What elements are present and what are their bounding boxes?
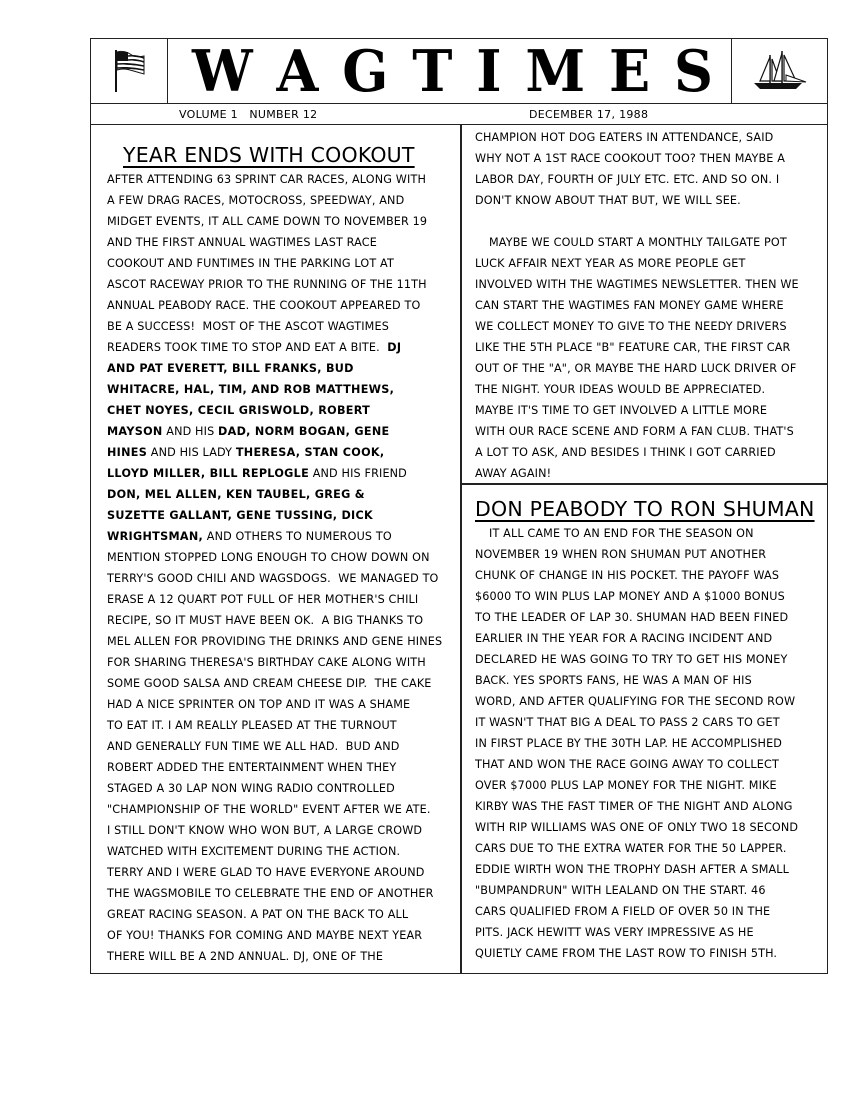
text-line bbox=[107, 778, 452, 799]
text-segment: MIDGET EVENTS, IT ALL CAME DOWN TO NOVEMBER 19 bbox=[107, 215, 428, 228]
text-line: CARS DUE TO THE EXTRA WATER FOR THE 50 LAPPER. bbox=[475, 842, 787, 855]
text-line bbox=[107, 694, 452, 715]
text-line: EDDIE WIRTH WON THE TROPHY DASH AFTER A SMALL bbox=[475, 863, 790, 876]
text-line bbox=[107, 253, 452, 274]
text-line bbox=[107, 799, 452, 820]
text-line bbox=[107, 442, 452, 463]
text-line: NOVEMBER 19 WHEN RON SHUMAN PUT ANOTHER bbox=[475, 548, 767, 561]
text-line: TO THE LEADER OF LAP 30. SHUMAN HAD BEEN FINED bbox=[475, 611, 789, 624]
text-line: EARLIER IN THE YEAR FOR A RACING INCIDENT AND bbox=[475, 632, 773, 645]
text-line: LABOR DAY, FOURTH OF JULY ETC. ETC. AND SO ON. I bbox=[475, 173, 780, 186]
article-year-ends-with-cookout bbox=[107, 143, 452, 967]
text-line bbox=[107, 316, 452, 337]
text-line bbox=[107, 358, 452, 379]
text-line bbox=[107, 526, 452, 547]
text-line bbox=[107, 190, 452, 211]
bold-name-text: SUZETTE GALLANT, GENE TUSSING, DICK bbox=[107, 509, 373, 522]
text-segment: HAD A NICE SPRINTER ON TOP AND IT WAS A SHAME bbox=[107, 698, 411, 711]
text-line bbox=[107, 232, 452, 253]
text-line: DON'T KNOW ABOUT THAT BUT, WE WILL SEE. bbox=[475, 194, 741, 207]
text-segment: AND GENERALLY FUN TIME WE ALL HAD. BUD AND bbox=[107, 740, 400, 753]
american-flag-icon bbox=[112, 48, 146, 94]
text-line: IN FIRST PLACE BY THE 30TH LAP. HE ACCOMPLISHED bbox=[475, 737, 783, 750]
text-line bbox=[107, 610, 452, 631]
text-line bbox=[107, 673, 452, 694]
schooner-sailboat-icon bbox=[750, 49, 810, 93]
paragraph-gap bbox=[475, 211, 823, 232]
text-line: WHY NOT A 1ST RACE COOKOUT TOO? THEN MAYBE A bbox=[475, 152, 785, 165]
text-segment: BE A SUCCESS! MOST OF THE ASCOT WAGTIMES bbox=[107, 320, 389, 333]
article-headline: YEAR ENDS WITH COOKOUT bbox=[123, 143, 415, 167]
newsletter-frame bbox=[90, 38, 828, 974]
text-line: CHAMPION HOT DOG EATERS IN ATTENDANCE, SAID bbox=[475, 131, 774, 144]
text-line bbox=[107, 925, 452, 946]
title-letter: A bbox=[276, 37, 319, 105]
text-line bbox=[107, 841, 452, 862]
text-line: KIRBY WAS THE FAST TIMER OF THE NIGHT AND ALONG bbox=[475, 800, 793, 813]
text-line: OUT OF THE "A", OR MAYBE THE HARD LUCK DRIVER OF bbox=[475, 362, 797, 375]
text-line bbox=[107, 337, 452, 358]
text-line: AWAY AGAIN! bbox=[475, 467, 552, 480]
bold-name-text: LLOYD MILLER, BILL REPLOGLE bbox=[107, 467, 310, 480]
title-letter: S bbox=[674, 37, 713, 105]
bold-name-text: HINES bbox=[107, 446, 148, 459]
text-line bbox=[107, 463, 452, 484]
text-line: MAYBE IT'S TIME TO GET INVOLVED A LITTLE MORE bbox=[475, 404, 768, 417]
text-line bbox=[107, 904, 452, 925]
text-segment: ERASE A 12 QUART POT FULL OF HER MOTHER'S CHILI bbox=[107, 593, 419, 606]
title-letter: M bbox=[525, 37, 586, 105]
text-line bbox=[107, 169, 452, 190]
text-line bbox=[107, 211, 452, 232]
text-line: CARS QUALIFIED FROM A FIELD OF OVER 50 IN THE bbox=[475, 905, 771, 918]
text-line: PITS. JACK HEWITT WAS VERY IMPRESSIVE AS HE bbox=[475, 926, 754, 939]
text-line: CAN START THE WAGTIMES FAN MONEY GAME WHERE bbox=[475, 299, 784, 312]
masthead-title bbox=[168, 39, 731, 103]
bold-name-text: THERESA, STAN COOK, bbox=[235, 446, 385, 459]
text-line: $6000 TO WIN PLUS LAP MONEY AND A $1000 BONUS bbox=[475, 590, 785, 603]
bold-name-text: DAD, NORM BOGAN, GENE bbox=[218, 425, 390, 438]
text-line bbox=[107, 820, 452, 841]
text-segment: ROBERT ADDED THE ENTERTAINMENT WHEN THEY bbox=[107, 761, 397, 774]
bold-name-text: MAYSON bbox=[107, 425, 163, 438]
article-body-continued bbox=[475, 127, 823, 484]
bold-name-text: WHITACRE, HAL, TIM, AND ROB MATTHEWS, bbox=[107, 383, 395, 396]
text-line: QUIETLY CAME FROM THE LAST ROW TO FINISH 5TH. bbox=[475, 947, 778, 960]
text-segment: ANNUAL PEABODY RACE. THE COOKOUT APPEARED TO bbox=[107, 299, 421, 312]
text-line bbox=[107, 589, 452, 610]
text-line bbox=[107, 862, 452, 883]
article-don-peabody-to-ron-shuman bbox=[475, 497, 823, 964]
title-letter: G bbox=[342, 37, 389, 105]
bold-name-text: WRIGHTSMAN, bbox=[107, 530, 204, 543]
title-letter: W bbox=[192, 37, 253, 105]
issue-info-row bbox=[91, 104, 827, 125]
article-continuation bbox=[475, 127, 823, 484]
text-line bbox=[107, 883, 452, 904]
text-line: INVOLVED WITH THE WAGTIMES NEWSLETTER. THEN WE bbox=[475, 278, 799, 291]
text-line: IT ALL CAME TO AN END FOR THE SEASON ON bbox=[489, 527, 754, 540]
text-segment: "CHAMPIONSHIP OF THE WORLD" EVENT AFTER WE ATE. bbox=[107, 803, 431, 816]
bold-name-text: DJ bbox=[387, 341, 402, 354]
title-letter: I bbox=[476, 37, 502, 105]
title-letter: T bbox=[412, 37, 453, 105]
text-line: DECLARED HE WAS GOING TO TRY TO GET HIS MONEY bbox=[475, 653, 788, 666]
flag-cell bbox=[91, 39, 168, 103]
text-line bbox=[107, 946, 452, 967]
text-line bbox=[107, 736, 452, 757]
text-line: LUCK AFFAIR NEXT YEAR AS MORE PEOPLE GET bbox=[475, 257, 746, 270]
text-line: "BUMPANDRUN" WITH LEALAND ON THE START. 46 bbox=[475, 884, 766, 897]
column-divider bbox=[460, 125, 462, 973]
text-segment: FOR SHARING THERESA'S BIRTHDAY CAKE ALONG WITH bbox=[107, 656, 426, 669]
text-segment: AND THE FIRST ANNUAL WAGTIMES LAST RACE bbox=[107, 236, 377, 249]
text-segment: GREAT RACING SEASON. A PAT ON THE BACK TO ALL bbox=[107, 908, 409, 921]
text-line bbox=[107, 400, 452, 421]
text-line: THAT AND WON THE RACE GOING AWAY TO COLLECT bbox=[475, 758, 779, 771]
title-letter: E bbox=[608, 37, 651, 105]
bold-name-text: AND PAT EVERETT, BILL FRANKS, BUD bbox=[107, 362, 354, 375]
text-segment: I STILL DON'T KNOW WHO WON BUT, A LARGE CROWD bbox=[107, 824, 423, 837]
issue-date: DECEMBER 17, 1988 bbox=[529, 108, 649, 121]
text-segment: AND OTHERS TO NUMEROUS TO bbox=[203, 530, 392, 543]
text-line bbox=[107, 547, 452, 568]
text-line bbox=[107, 379, 452, 400]
text-line: WITH OUR RACE SCENE AND FORM A FAN CLUB. THAT'S bbox=[475, 425, 794, 438]
text-line: BACK. YES SPORTS FANS, HE WAS A MAN OF HIS bbox=[475, 674, 752, 687]
text-line bbox=[107, 568, 452, 589]
text-line: IT WASN'T THAT BIG A DEAL TO PASS 2 CARS TO GET bbox=[475, 716, 780, 729]
text-line bbox=[107, 484, 452, 505]
article-body bbox=[107, 169, 452, 967]
text-segment: AND HIS LADY bbox=[147, 446, 236, 459]
text-segment: THE WAGSMOBILE TO CELEBRATE THE END OF ANOTHER bbox=[107, 887, 434, 900]
text-line: LIKE THE 5TH PLACE "B" FEATURE CAR, THE FIRST CAR bbox=[475, 341, 791, 354]
text-segment: AND HIS bbox=[162, 425, 219, 438]
masthead bbox=[91, 39, 827, 104]
text-segment: SOME GOOD SALSA AND CREAM CHEESE DIP. THE CAKE bbox=[107, 677, 432, 690]
text-line: WE COLLECT MONEY TO GIVE TO THE NEEDY DRIVERS bbox=[475, 320, 787, 333]
text-segment: THERE WILL BE A 2ND ANNUAL. DJ, ONE OF THE bbox=[107, 950, 384, 963]
article-headline: DON PEABODY TO RON SHUMAN bbox=[475, 497, 815, 521]
volume-number: VOLUME 1 NUMBER 12 bbox=[179, 108, 318, 121]
bold-name-text: DON, MEL ALLEN, KEN TAUBEL, GREG & bbox=[107, 488, 365, 501]
text-segment: TO EAT IT. I AM REALLY PLEASED AT THE TURNOUT bbox=[107, 719, 397, 732]
text-line: OVER $7000 PLUS LAP MONEY FOR THE NIGHT. MIKE bbox=[475, 779, 777, 792]
text-segment: TERRY'S GOOD CHILI AND WAGSDOGS. WE MANAGED TO bbox=[107, 572, 439, 585]
text-line bbox=[107, 295, 452, 316]
text-segment: READERS TOOK TIME TO STOP AND EAT A BITE. bbox=[107, 341, 388, 354]
text-line: THE NIGHT. YOUR IDEAS WOULD BE APPRECIATED. bbox=[475, 383, 766, 396]
text-line: WORD, AND AFTER QUALIFYING FOR THE SECOND ROW bbox=[475, 695, 796, 708]
text-line bbox=[107, 274, 452, 295]
text-line bbox=[107, 421, 452, 442]
text-segment: MEL ALLEN FOR PROVIDING THE DRINKS AND GENE HINES bbox=[107, 635, 443, 648]
text-line bbox=[107, 505, 452, 526]
text-line bbox=[107, 715, 452, 736]
text-segment: OF YOU! THANKS FOR COMING AND MAYBE NEXT YEAR bbox=[107, 929, 423, 942]
text-segment: MENTION STOPPED LONG ENOUGH TO CHOW DOWN ON bbox=[107, 551, 430, 564]
text-line: A LOT TO ASK, AND BESIDES I THINK I GOT CARRIED bbox=[475, 446, 776, 459]
text-segment: COOKOUT AND FUNTIMES IN THE PARKING LOT AT bbox=[107, 257, 394, 270]
text-segment: AND HIS FRIEND bbox=[309, 467, 407, 480]
bold-name-text: CHET NOYES, CECIL GRISWOLD, ROBERT bbox=[107, 404, 371, 417]
text-line bbox=[107, 757, 452, 778]
text-line: CHUNK OF CHANGE IN HIS POCKET. THE PAYOFF WAS bbox=[475, 569, 780, 582]
ship-cell bbox=[731, 39, 827, 103]
text-segment: ASCOT RACEWAY PRIOR TO THE RUNNING OF THE 11TH bbox=[107, 278, 427, 291]
text-line bbox=[107, 652, 452, 673]
article-body bbox=[475, 523, 823, 964]
text-segment: A FEW DRAG RACES, MOTOCROSS, SPEEDWAY, AND bbox=[107, 194, 405, 207]
text-segment: RECIPE, SO IT MUST HAVE BEEN OK. A BIG THANKS TO bbox=[107, 614, 424, 627]
text-segment: TERRY AND I WERE GLAD TO HAVE EVERYONE AROUND bbox=[107, 866, 425, 879]
text-segment: WATCHED WITH EXCITEMENT DURING THE ACTION. bbox=[107, 845, 401, 858]
text-line: WITH RIP WILLIAMS WAS ONE OF ONLY TWO 18 SECOND bbox=[475, 821, 799, 834]
text-segment: AFTER ATTENDING 63 SPRINT CAR RACES, ALONG WITH bbox=[107, 173, 427, 186]
text-line: MAYBE WE COULD START A MONTHLY TAILGATE POT bbox=[489, 236, 787, 249]
text-line bbox=[107, 631, 452, 652]
text-segment: STAGED A 30 LAP NON WING RADIO CONTROLLED bbox=[107, 782, 395, 795]
